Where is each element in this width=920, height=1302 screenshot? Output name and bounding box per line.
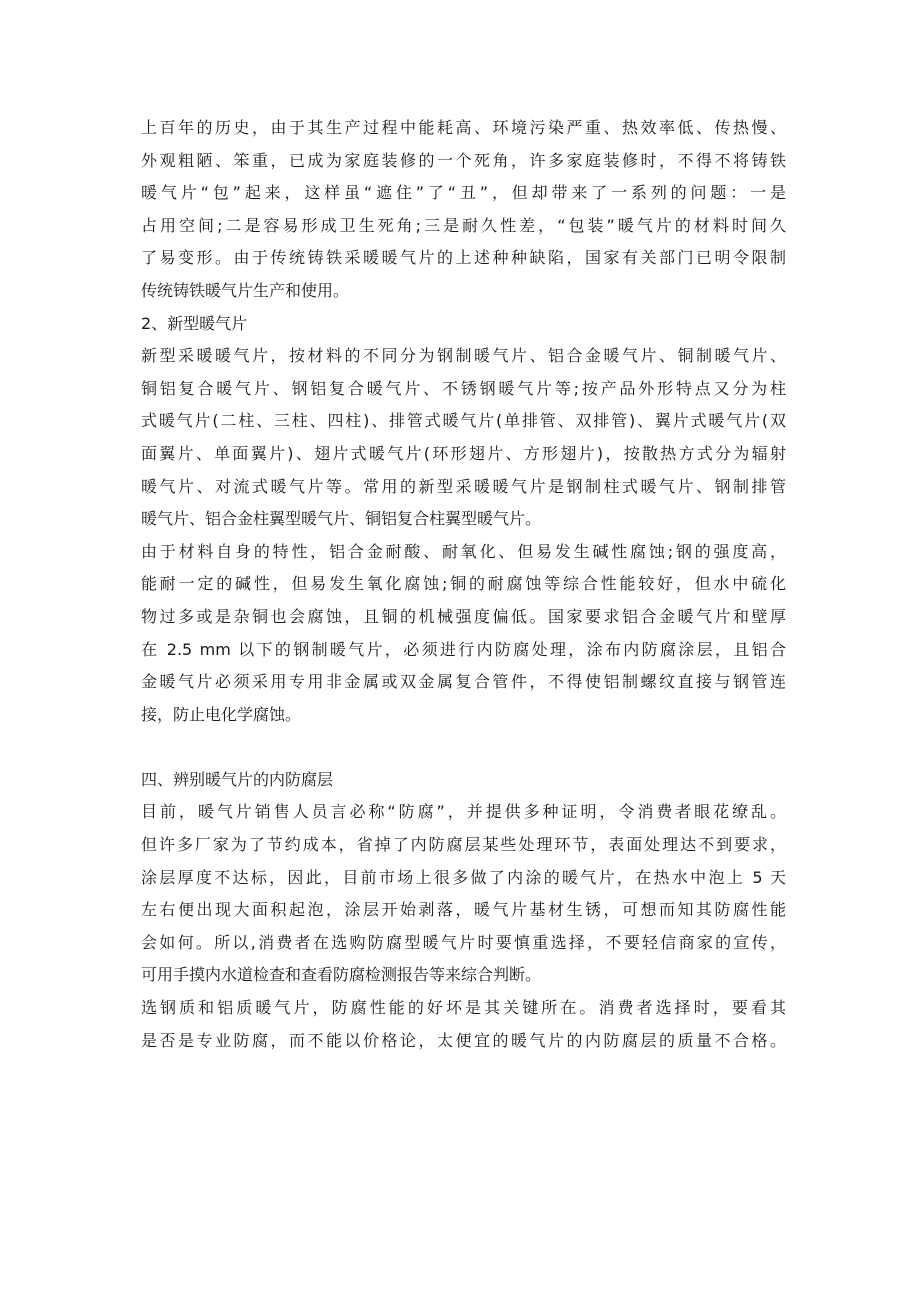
text-line: 可用手摸内水道检查和查看防腐检测报告等来综合判断。: [141, 965, 542, 985]
text-line: 涂层厚度不达标，因此，目前市场上很多做了内涂的暖气片，在热水中泡上 5 天: [141, 867, 786, 887]
paragraph-gap: [141, 731, 786, 764]
section-heading-anticorrosion: 四、辨别暖气片的内防腐层: [141, 769, 334, 789]
text-line: 能耐一定的碱性，但易发生氧化腐蚀;铜的耐腐蚀等综合性能较好，但水中硫化: [141, 574, 786, 594]
text-line: 暖气片“包”起来，这样虽“遮住”了“丑”，但却带来了一系列的问题：一是: [141, 183, 786, 203]
text-line: 上百年的历史，由于其生产过程中能耗高、环境污染严重、热效率低、传热慢、: [141, 118, 786, 137]
text-line: 面翼片、单面翼片)、翅片式暖气片(环形翅片、方形翅片)，按散热方式分为辐射: [141, 443, 786, 463]
text-line: 会如何。所以,消费者在选购防腐型暖气片时要慎重选择，不要轻信商家的宣传，: [141, 932, 786, 952]
text-line: 物过多或是杂铜也会腐蚀，且铜的机械强度偏低。国家要求铝合金暖气片和壁厚: [141, 606, 786, 626]
text-line: 左右便出现大面积起泡，涂层开始剥落，暖气片基材生锈，可想而知其防腐性能: [141, 900, 786, 920]
text-line: 接，防止电化学腐蚀。: [141, 704, 302, 724]
text-line: 传统铸铁暖气片生产和使用。: [141, 280, 350, 300]
document-page: [141, 112, 786, 1057]
text-line: 目前，暖气片销售人员言必称“防腐”，并提供多种证明，令消费者眼花缭乱。: [141, 802, 786, 822]
text-line: 选钢质和铝质暖气片，防腐性能的好坏是其关键所在。消费者选择时，要看其: [141, 998, 786, 1018]
text-line: 由于材料自身的特性，铝合金耐酸、耐氧化、但易发生碱性腐蚀;钢的强度高，: [141, 541, 786, 561]
text-line: 但许多厂家为了节约成本，省掉了内防腐层某些处理环节，表面处理达不到要求，: [141, 835, 786, 855]
text-line: 在 2.5 mm 以下的钢制暖气片，必须进行内防腐处理，涂布内防腐涂层，且铝合: [141, 639, 786, 659]
text-line: 暖气片、对流式暖气片等。常用的新型采暖暖气片是钢制柱式暖气片、钢制排管: [141, 476, 786, 496]
text-line: 占用空间;二是容易形成卫生死角;三是耐久性差，“包装”暖气片的材料时间久: [141, 215, 786, 235]
text-line: 式暖气片(二柱、三柱、四柱)、排管式暖气片(单排管、双排管)、翼片式暖气片(双: [141, 411, 786, 431]
text-line: 是否是专业防腐，而不能以价格论，太便宜的暖气片的内防腐层的质量不合格。: [141, 1030, 786, 1050]
text-line: 外观粗陋、笨重，已成为家庭装修的一个死角，许多家庭装修时，不得不将铸铁: [141, 150, 786, 170]
text-line: 暖气片、铝合金柱翼型暖气片、铜铝复合柱翼型暖气片。: [141, 509, 542, 529]
text-line: 金暖气片必须采用专用非金属或双金属复合管件，不得使铝制螺纹直接与钢管连: [141, 672, 786, 692]
text-line: 新型采暖暖气片，按材料的不同分为钢制暖气片、铝合金暖气片、铜制暖气片、: [141, 346, 786, 366]
text-line: 铜铝复合暖气片、钢铝复合暖气片、不锈钢暖气片等;按产品外形特点又分为柱: [141, 378, 786, 398]
text-line: 了易变形。由于传统铸铁采暖暖气片的上述种种缺陷，国家有关部门已明令限制: [141, 248, 786, 268]
section-heading-new-radiators: 2、新型暖气片: [141, 313, 248, 333]
